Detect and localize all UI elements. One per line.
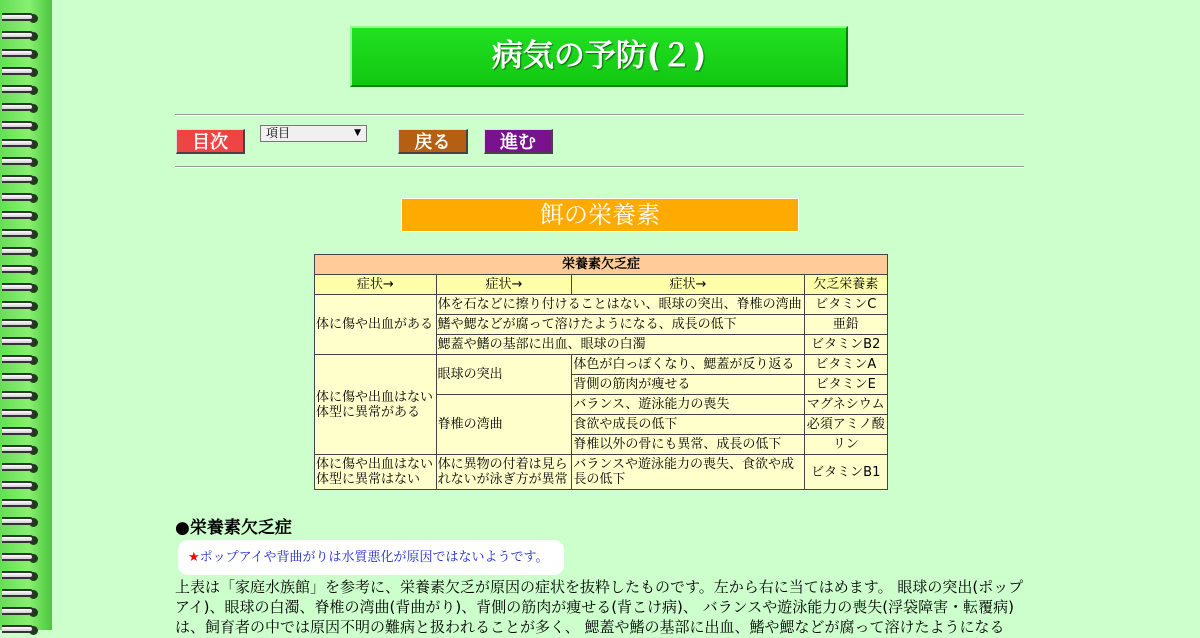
note-text: ポップアイや背曲がりは水質悪化が原因ではないようです。: [199, 550, 549, 565]
binding-ring-icon: [2, 478, 40, 494]
subgroup-label: 眼球の突出: [437, 355, 572, 394]
binding-ring-icon: [2, 550, 40, 566]
chevron-down-icon: ▼: [354, 128, 361, 138]
binding-ring-icon: [2, 10, 40, 26]
binding-ring-icon: [2, 154, 40, 170]
binding-ring-icon: [2, 568, 40, 584]
binding-ring-icon: [2, 82, 40, 98]
note-box: [178, 540, 564, 575]
symptom-cell: バランスや遊泳能力の喪失、食欲や成長の低下: [572, 455, 803, 489]
binding-ring-icon: [2, 496, 40, 512]
binding-ring-icon: [2, 352, 40, 368]
back-button[interactable]: 戻る: [398, 129, 468, 154]
next-button[interactable]: 進む: [484, 129, 553, 154]
binding-ring-icon: [2, 586, 40, 602]
symptom-cell: 体色が白っぽくなり、鰓蓋が反り返る: [572, 355, 803, 374]
column-header: 症状→: [572, 275, 803, 294]
symptom-cell: 背側の筋肉が痩せる: [572, 375, 803, 394]
binding-ring-icon: [2, 208, 40, 224]
symptom-cell: 鰓蓋や鰭の基部に出血、眼球の白濁: [437, 335, 804, 354]
symptom-cell: 体を石などに擦り付けることはない、眼球の突出、脊椎の湾曲: [437, 297, 802, 312]
group-label: 体に傷や出血がある: [315, 295, 436, 354]
page-title: 病気の予防(２): [350, 26, 848, 87]
table-row: [315, 455, 887, 489]
group-label-text: 体に傷や出血はない体型に異常がある: [316, 389, 434, 420]
table-row: [315, 355, 887, 374]
binding-ring-icon: [2, 514, 40, 530]
binding-ring-icon: [2, 244, 40, 260]
body-paragraph: 上表は「家庭水族館」を参考に、栄養素欠乏が原因の症状を抜粋したものです。左から右に当てはめます。 眼球の突出(ポップアイ)、眼球の白濁、脊椎の湾曲(背曲がり)、背側の筋肉が痩せる(背こけ病)、 バランスや遊泳能力の喪失(浮袋障害・転覆病)は、飼育者の中では原因不明の難病と扱われることが多く、 鰓蓋や鰭の基部に出血、鰭や鰓などが腐って溶けたようになる: [175, 578, 1024, 636]
binding-ring-icon: [2, 262, 40, 278]
group-label: [315, 355, 436, 454]
section-title: 餌の栄養素: [401, 198, 799, 232]
divider-bottom: [175, 166, 1024, 168]
column-header: 症状→: [315, 275, 436, 294]
section-heading: ●栄養素欠乏症: [175, 518, 292, 538]
nutrient-cell: ビタミンB1: [805, 455, 887, 489]
toc-button[interactable]: 目次: [176, 129, 245, 154]
binding-ring-icon: [2, 370, 40, 386]
symptom-cell: 脊椎以外の骨にも異常、成長の低下: [572, 435, 803, 454]
column-header: 欠乏栄養素: [805, 275, 887, 294]
binding-ring-icon: [2, 118, 40, 134]
table-header-row: [315, 275, 887, 294]
binding-ring-icon: [2, 622, 40, 638]
nutrient-cell: 亜鉛: [805, 315, 887, 334]
binding-ring-icon: [2, 388, 40, 404]
binding-ring-icon: [2, 442, 40, 458]
table-caption: 栄養素欠乏症: [315, 255, 887, 274]
binding-ring-icon: [2, 604, 40, 620]
binding-ring-icon: [2, 100, 40, 116]
binding-ring-icon: [2, 46, 40, 62]
table-caption-row: [315, 255, 887, 274]
binding-ring-icon: [2, 64, 40, 80]
divider-top: [175, 114, 1024, 116]
binding-ring-icon: [2, 28, 40, 44]
binding-ring-icon: [2, 334, 40, 350]
binding-ring-icon: [2, 172, 40, 188]
group-label: 体に傷や出血はない体型に異常はない: [315, 455, 436, 489]
symptom-cell: 鰭や鰓などが腐って溶けたようになる、成長の低下: [437, 315, 804, 334]
nutrient-cell: ビタミンA: [805, 355, 887, 374]
binding-ring-icon: [2, 316, 40, 332]
symptom-cell: バランス、遊泳能力の喪失: [572, 395, 803, 414]
column-header: 症状→: [437, 275, 572, 294]
nutrient-cell: 必須アミノ酸: [805, 415, 887, 434]
binding-ring-icon: [2, 406, 40, 422]
subgroup-label: 脊椎の湾曲: [437, 395, 572, 454]
binding-ring-icon: [2, 226, 40, 242]
star-icon: ★: [188, 550, 200, 565]
nutrient-cell: ビタミンB2: [805, 335, 887, 354]
nutrient-cell: ビタミンC: [805, 295, 887, 314]
binding-ring-icon: [2, 190, 40, 206]
table-row: [315, 295, 887, 314]
symptom-cell: 食欲や成長の低下: [572, 415, 803, 434]
nutrient-cell: マグネシウム: [805, 395, 887, 414]
item-select-value: 項目: [266, 126, 291, 140]
binding-ring-icon: [2, 280, 40, 296]
nutrient-deficiency-table: [314, 254, 888, 490]
nutrient-cell: ビタミンE: [805, 375, 887, 394]
binding-ring-icon: [2, 532, 40, 548]
binding-ring-icon: [2, 136, 40, 152]
item-select[interactable]: [260, 125, 367, 142]
nutrient-cell: リン: [805, 435, 887, 454]
binding-ring-icon: [2, 460, 40, 476]
notebook-binding: [0, 0, 52, 630]
subgroup-label: 体に異物の付着は見られないが泳ぎ方が異常: [437, 455, 572, 489]
binding-ring-icon: [2, 298, 40, 314]
binding-ring-icon: [2, 424, 40, 440]
